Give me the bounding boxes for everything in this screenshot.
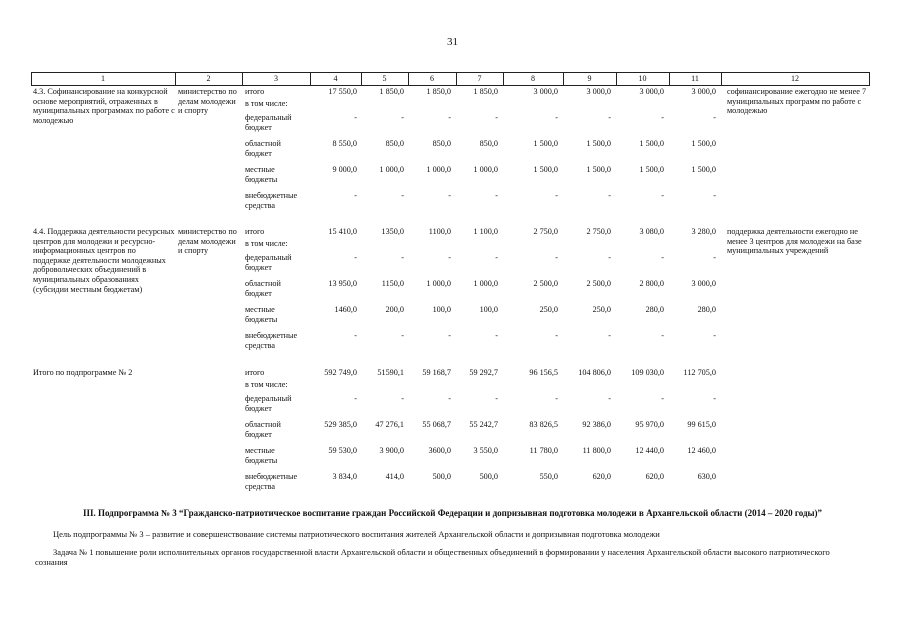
column-header: 3 [274, 74, 278, 83]
value-cell: 11 800,0 [582, 446, 611, 455]
value-cell: 550,0 [539, 472, 558, 481]
row-label: внебюджетные средства [245, 472, 298, 491]
value-cell: 3 000,0 [639, 87, 664, 96]
column-header: 5 [382, 74, 387, 83]
value-cell: 3 550,0 [473, 446, 498, 455]
expected-result: поддержка деятельности ежегодно не менее 3 центров для молодежи на базе муниципальных учреждений [727, 227, 862, 256]
page-number: 31 [447, 36, 458, 48]
value-cell: 1 000,0 [473, 279, 498, 288]
value-cell: 2 800,0 [639, 279, 664, 288]
value-cell: 112 705,0 [683, 368, 716, 377]
row-label: областной бюджет [245, 420, 281, 439]
value-cell: 414,0 [385, 472, 404, 481]
value-cell: 3 280,0 [691, 227, 716, 236]
value-cell: 850,0 [432, 139, 451, 148]
value-cell: 109 030,0 [631, 368, 664, 377]
value-cell: 1 500,0 [533, 165, 558, 174]
value-cell: 3 080,0 [639, 227, 664, 236]
value-cell: - [608, 191, 611, 200]
value-cell: - [401, 394, 404, 403]
value-cell: 3600,0 [428, 446, 451, 455]
activity-name: 4.3. Софинансирование на конкурсной основе мероприятий, отраженных в муниципальных программах по работе с молодежью [33, 87, 175, 125]
row-label: местные бюджеты [245, 446, 278, 465]
executor: министерство по делам молодежи и спорту [178, 87, 237, 116]
column-header: 12 [791, 74, 799, 83]
value-cell: 59 292,7 [469, 368, 498, 377]
value-cell: 1350,0 [381, 227, 404, 236]
row-label: местные бюджеты [245, 305, 278, 324]
value-cell: - [555, 394, 558, 403]
value-cell: 95 970,0 [635, 420, 664, 429]
column-header: 6 [430, 74, 434, 83]
expected-result: софинансирование ежегодно не менее 7 муниципальных программ по работе с молодежью [727, 87, 867, 116]
value-cell: 2 500,0 [533, 279, 558, 288]
row-label: итого [245, 87, 265, 96]
value-cell: - [713, 253, 716, 262]
value-cell: - [608, 394, 611, 403]
header-bottom-border [31, 85, 870, 86]
value-cell: 15 410,0 [328, 227, 357, 236]
row-label: федеральный бюджет [245, 394, 292, 413]
value-cell: - [713, 394, 716, 403]
value-cell: 1 500,0 [533, 139, 558, 148]
value-cell: 500,0 [432, 472, 451, 481]
value-cell: 1 000,0 [379, 165, 404, 174]
row-label: местные бюджеты [245, 165, 278, 184]
value-cell: - [354, 253, 357, 262]
value-cell: 92 386,0 [582, 420, 611, 429]
value-cell: 1 850,0 [426, 87, 451, 96]
value-cell: 55 068,7 [422, 420, 451, 429]
value-cell: 104 806,0 [578, 368, 611, 377]
value-cell: 11 780,0 [529, 446, 558, 455]
value-cell: 3 000,0 [586, 87, 611, 96]
row-label: федеральный бюджет [245, 253, 292, 272]
value-cell: 13 950,0 [328, 279, 357, 288]
column-header: 7 [477, 74, 482, 83]
value-cell: 1 100,0 [473, 227, 498, 236]
value-cell: 59 168,7 [422, 368, 451, 377]
value-cell: 1 500,0 [586, 139, 611, 148]
budget-table [31, 72, 870, 502]
value-cell: 55 242,7 [469, 420, 498, 429]
value-cell: - [661, 191, 664, 200]
value-cell: 200,0 [385, 305, 404, 314]
value-cell: - [713, 191, 716, 200]
table-top-border [31, 72, 870, 73]
value-cell: 1 850,0 [473, 87, 498, 96]
value-cell: - [448, 113, 451, 122]
value-cell: - [354, 191, 357, 200]
value-cell: 592 749,0 [324, 368, 357, 377]
value-cell: 1 850,0 [379, 87, 404, 96]
value-cell: - [713, 113, 716, 122]
activity-name: 4.4. Поддержка деятельности ресурсных центров для молодежи и ресурсно-информационных центров по поддержке деятельности молодежных добровольческих объединений в муниципальных образованиях (субсидии местным бюджетам) [33, 227, 175, 294]
value-cell: 1150,0 [381, 279, 404, 288]
row-label: федеральный бюджет [245, 113, 292, 132]
value-cell: 2 500,0 [586, 279, 611, 288]
value-cell: 1 500,0 [691, 139, 716, 148]
value-cell: - [401, 113, 404, 122]
value-cell: 1460,0 [334, 305, 357, 314]
row-label: внебюджетные средства [245, 331, 298, 350]
column-header: 2 [206, 74, 211, 83]
executor: министерство по делам молодежи и спорту [178, 227, 237, 256]
value-cell: - [495, 331, 498, 340]
value-cell: 100,0 [432, 305, 451, 314]
value-cell: 2 750,0 [533, 227, 558, 236]
value-cell: - [401, 331, 404, 340]
col-divider [869, 72, 870, 86]
column-header: 8 [531, 74, 535, 83]
column-header: 9 [587, 74, 592, 83]
subprogram-task: Задача № 1 повышение роли исполнительных органов государственной власти Архангельской области и общественных объединений в формировании у населения Архангельской области высокого патриотического сознания [35, 547, 830, 567]
value-cell: - [555, 191, 558, 200]
value-cell: 9 000,0 [332, 165, 357, 174]
row-label: в том числе: [245, 99, 288, 108]
column-header: 1 [101, 74, 105, 83]
value-cell: 620,0 [645, 472, 664, 481]
value-cell: - [354, 331, 357, 340]
subprogram-title: III. Подпрограмма № 3 “Гражданско-патриотическое воспитание граждан Российской Федерации и допризывная подготовка молодежи в Архангельской области (2014 – 2020 годы)” [82, 508, 823, 518]
value-cell: - [448, 191, 451, 200]
value-cell: 1 000,0 [426, 279, 451, 288]
value-cell: - [448, 331, 451, 340]
value-cell: 500,0 [479, 472, 498, 481]
value-cell: 59 530,0 [328, 446, 357, 455]
value-cell: 12 460,0 [687, 446, 716, 455]
value-cell: 3 000,0 [691, 87, 716, 96]
value-cell: 280,0 [697, 305, 716, 314]
value-cell: 1 000,0 [473, 165, 498, 174]
value-cell: - [401, 253, 404, 262]
value-cell: - [661, 113, 664, 122]
value-cell: 3 000,0 [533, 87, 558, 96]
value-cell: 1 500,0 [586, 165, 611, 174]
row-label: внебюджетные средства [245, 191, 298, 210]
value-cell: - [495, 113, 498, 122]
value-cell: - [555, 253, 558, 262]
value-cell: - [713, 331, 716, 340]
value-cell: 630,0 [697, 472, 716, 481]
value-cell: - [608, 113, 611, 122]
value-cell: 1 500,0 [639, 139, 664, 148]
value-cell: 3 834,0 [332, 472, 357, 481]
value-cell: - [661, 253, 664, 262]
value-cell: - [354, 394, 357, 403]
column-header: 10 [638, 74, 647, 83]
value-cell: 83 826,5 [529, 420, 558, 429]
column-header: 4 [333, 74, 338, 83]
column-header: 11 [691, 74, 699, 83]
value-cell: 47 276,1 [375, 420, 404, 429]
value-cell: 2 750,0 [586, 227, 611, 236]
total-label: Итого по подпрограмме № 2 [33, 368, 133, 377]
value-cell: - [495, 191, 498, 200]
value-cell: - [608, 331, 611, 340]
value-cell: - [448, 394, 451, 403]
value-cell: 250,0 [539, 305, 558, 314]
value-cell: 620,0 [592, 472, 611, 481]
value-cell: - [661, 394, 664, 403]
row-label: областной бюджет [245, 279, 281, 298]
value-cell: 100,0 [479, 305, 498, 314]
value-cell: 850,0 [479, 139, 498, 148]
subprogram-goal: Цель подпрограммы № 3 – развитие и совершенствование системы патриотического воспитания жителей Архангельской области и допризывная подготовка молодежи [53, 529, 660, 539]
value-cell: 1 000,0 [426, 165, 451, 174]
value-cell: 8 550,0 [332, 139, 357, 148]
value-cell: 850,0 [385, 139, 404, 148]
value-cell: - [495, 394, 498, 403]
value-cell: - [555, 113, 558, 122]
row-label: областной бюджет [245, 139, 281, 158]
value-cell: 250,0 [592, 305, 611, 314]
row-label: в том числе: [245, 239, 288, 248]
value-cell: - [401, 191, 404, 200]
value-cell: 99 615,0 [687, 420, 716, 429]
value-cell: - [354, 113, 357, 122]
value-cell: 1 500,0 [639, 165, 664, 174]
value-cell: - [495, 253, 498, 262]
value-cell: - [608, 253, 611, 262]
value-cell: 3 900,0 [379, 446, 404, 455]
row-label: итого [245, 368, 265, 377]
value-cell: - [661, 331, 664, 340]
value-cell: - [448, 253, 451, 262]
value-cell: 17 550,0 [328, 87, 357, 96]
value-cell: - [555, 331, 558, 340]
row-label: итого [245, 227, 265, 236]
value-cell: 1 500,0 [691, 165, 716, 174]
value-cell: 1100,0 [428, 227, 451, 236]
value-cell: 51590,1 [377, 368, 404, 377]
value-cell: 96 156,5 [529, 368, 558, 377]
value-cell: 280,0 [645, 305, 664, 314]
value-cell: 12 440,0 [635, 446, 664, 455]
row-label: в том числе: [245, 380, 288, 389]
value-cell: 529 385,0 [324, 420, 357, 429]
value-cell: 3 000,0 [691, 279, 716, 288]
